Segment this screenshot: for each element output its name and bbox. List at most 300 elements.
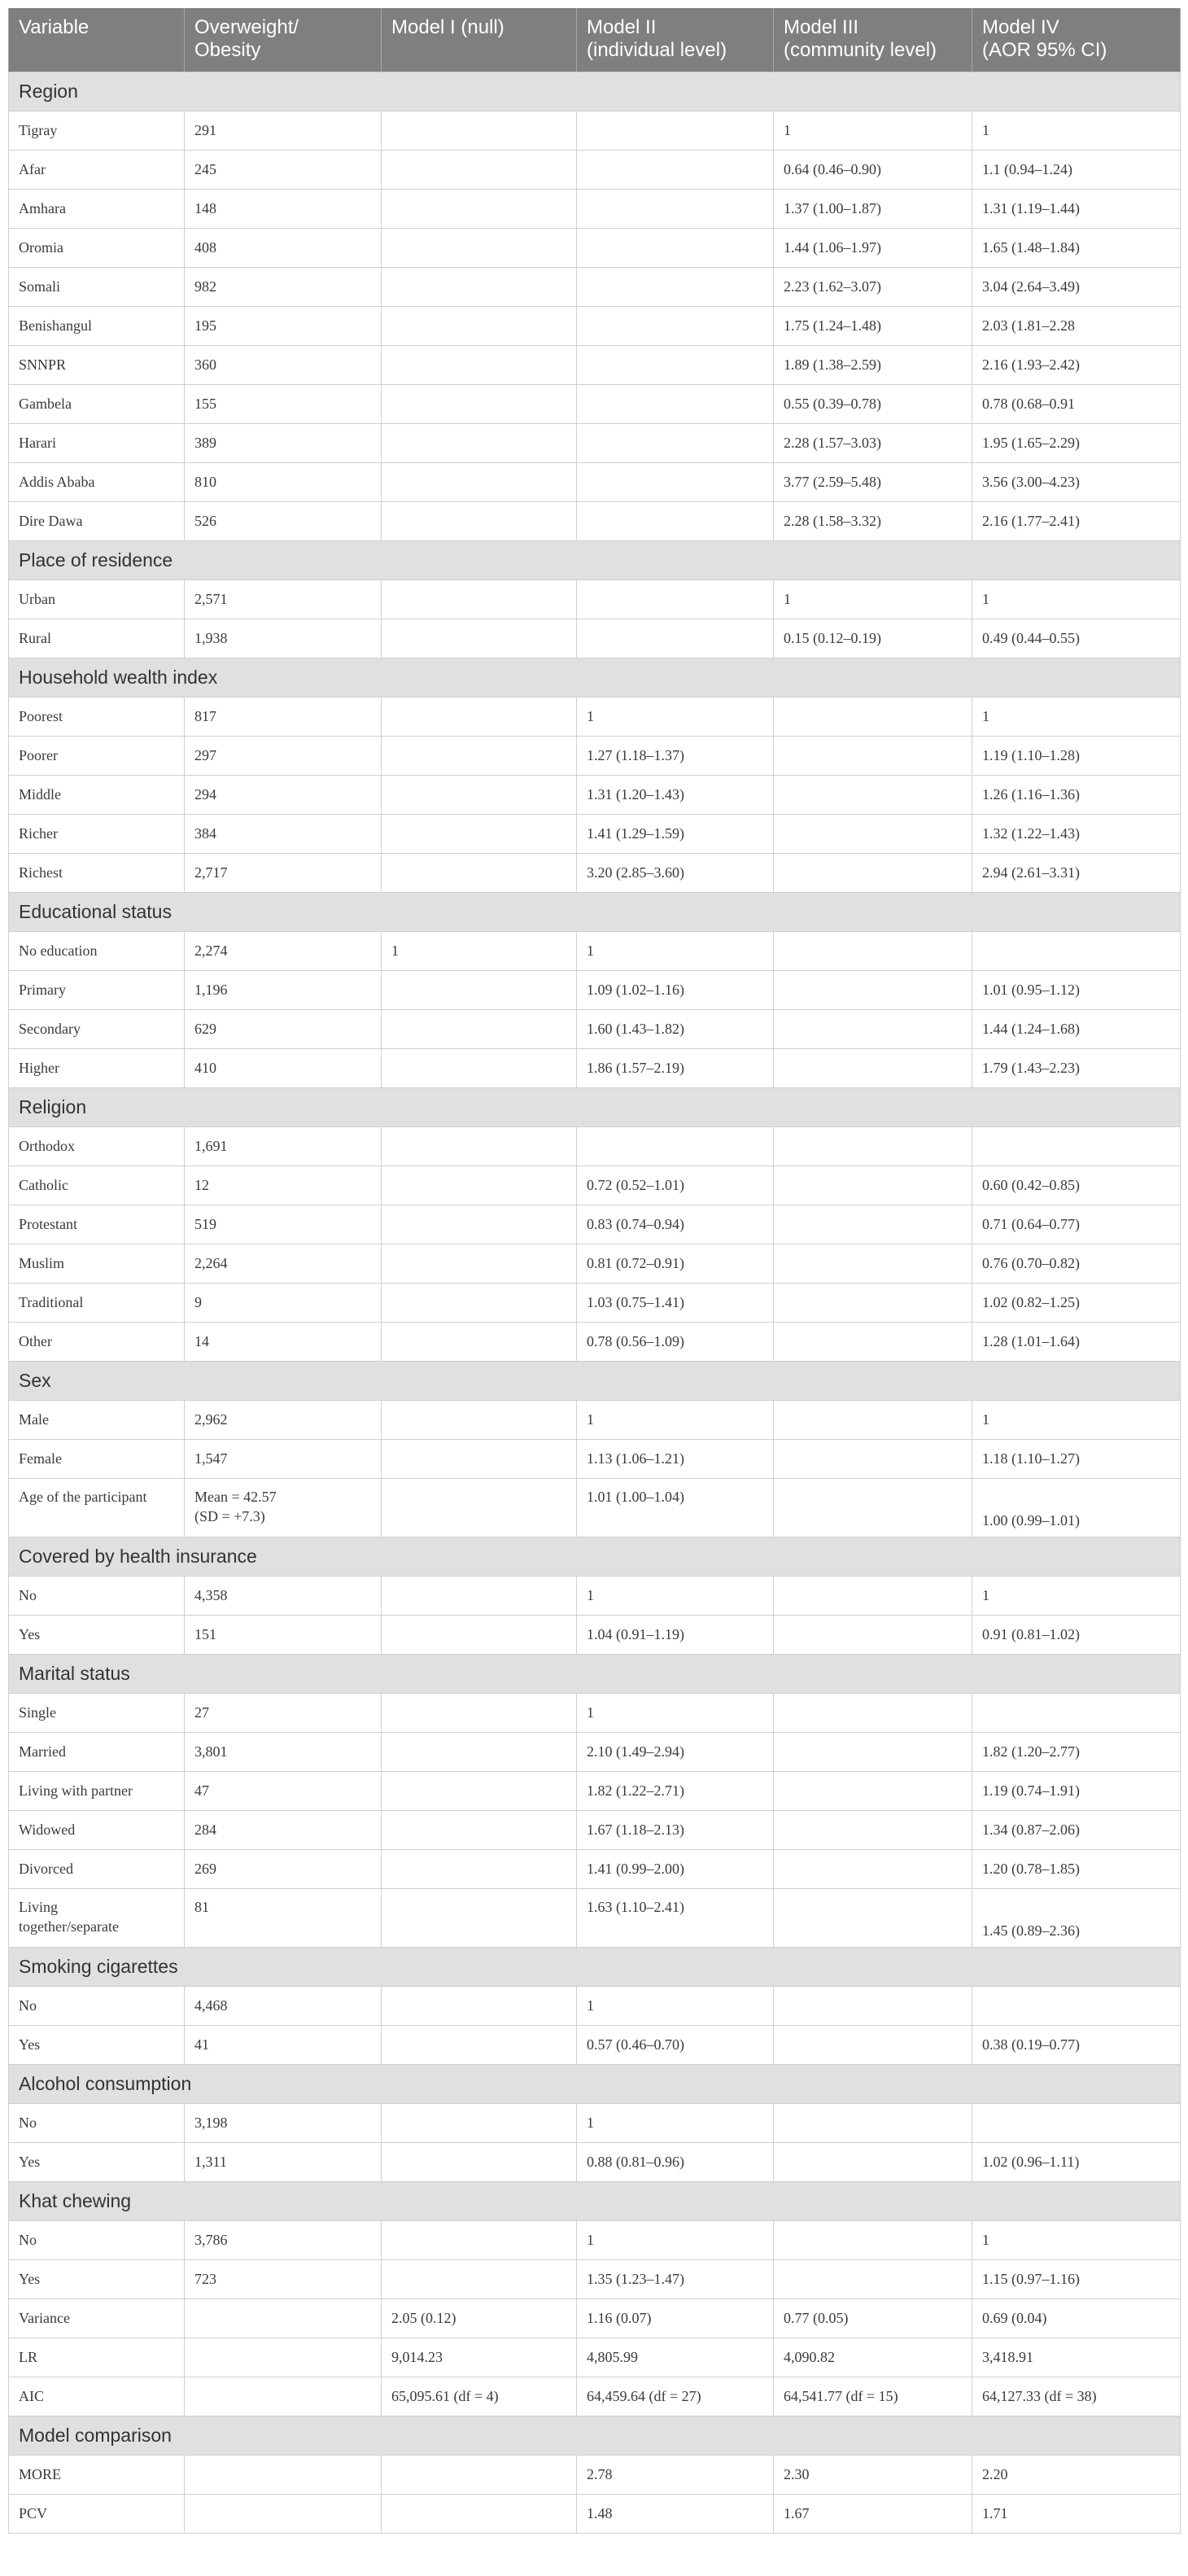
cell-model-4: 1.26 (1.16–1.36)	[972, 775, 1181, 814]
cell-variable: Protestant	[9, 1205, 185, 1244]
cell-model-1	[382, 111, 577, 150]
cell-variable: Yes	[9, 2259, 185, 2298]
table-body	[9, 72, 1181, 2533]
cell-variable: Other	[9, 1322, 185, 1361]
cell-variable: Orthodox	[9, 1126, 185, 1166]
cell-model-2	[577, 384, 774, 423]
cell-model-4	[972, 931, 1181, 970]
cell-model-3: 2.28 (1.58–3.32)	[774, 501, 972, 540]
section-title: Household wealth index	[9, 658, 1181, 697]
table-row	[9, 2259, 1181, 2298]
section-header-row	[9, 1654, 1181, 1693]
cell-model-1	[382, 462, 577, 501]
cell-model-2: 1.63 (1.10–2.41)	[577, 1888, 774, 1947]
cell-variable: Somali	[9, 267, 185, 306]
table-row	[9, 267, 1181, 306]
cell-model-3	[774, 2220, 972, 2259]
cell-model-1	[382, 2103, 577, 2142]
cell-model-2: 1	[577, 697, 774, 736]
cell-variable: Poorer	[9, 736, 185, 775]
header-row	[9, 8, 1181, 72]
cell-model-1	[382, 1771, 577, 1810]
cell-variable: Yes	[9, 2025, 185, 2064]
cell-model-4: 1.95 (1.65–2.29)	[972, 423, 1181, 462]
cell-variable: Married	[9, 1732, 185, 1771]
cell-model-2: 0.83 (0.74–0.94)	[577, 1205, 774, 1244]
cell-overweight-obesity: 2,264	[185, 1244, 382, 1283]
cell-model-2: 1	[577, 2103, 774, 2142]
cell-variable: Single	[9, 1693, 185, 1732]
table-row	[9, 775, 1181, 814]
cell-model-2: 3.20 (2.85–3.60)	[577, 853, 774, 892]
cell-overweight-obesity: 2,274	[185, 931, 382, 970]
section-header-row	[9, 2181, 1181, 2220]
table-row	[9, 1048, 1181, 1087]
cell-model-3	[774, 1478, 972, 1537]
cell-overweight-obesity	[185, 2298, 382, 2338]
cell-overweight-obesity: 3,786	[185, 2220, 382, 2259]
cell-model-3	[774, 970, 972, 1009]
cell-variable: Muslim	[9, 1244, 185, 1283]
table-row	[9, 2142, 1181, 2181]
cell-overweight-obesity: 47	[185, 1771, 382, 1810]
cell-model-2	[577, 462, 774, 501]
cell-model-3: 1.89 (1.38–2.59)	[774, 345, 972, 384]
table-row	[9, 1478, 1181, 1537]
cell-variable: Addis Ababa	[9, 462, 185, 501]
table-row	[9, 1439, 1181, 1478]
cell-model-3: 4,090.82	[774, 2338, 972, 2377]
cell-model-3: 0.77 (0.05)	[774, 2298, 972, 2338]
cell-model-2: 0.78 (0.56–1.09)	[577, 1322, 774, 1361]
cell-variable: SNNPR	[9, 345, 185, 384]
cell-model-3	[774, 1439, 972, 1478]
table-row	[9, 1283, 1181, 1322]
cell-model-3: 3.77 (2.59–5.48)	[774, 462, 972, 501]
cell-model-4: 1.01 (0.95–1.12)	[972, 970, 1181, 1009]
cell-model-4: 1.19 (1.10–1.28)	[972, 736, 1181, 775]
section-title: Alcohol consumption	[9, 2064, 1181, 2103]
cell-model-2: 1	[577, 1986, 774, 2025]
cell-overweight-obesity: 269	[185, 1849, 382, 1888]
cell-overweight-obesity: 81	[185, 1888, 382, 1947]
cell-model-2	[577, 189, 774, 228]
cell-overweight-obesity: 12	[185, 1166, 382, 1205]
cell-model-3: 1.75 (1.24–1.48)	[774, 306, 972, 345]
cell-model-1	[382, 1048, 577, 1087]
table-row	[9, 1576, 1181, 1615]
cell-model-3	[774, 2025, 972, 2064]
cell-model-4: 0.91 (0.81–1.02)	[972, 1615, 1181, 1654]
cell-overweight-obesity: 41	[185, 2025, 382, 2064]
cell-model-4: 1.19 (0.74–1.91)	[972, 1771, 1181, 1810]
cell-variable: LR	[9, 2338, 185, 2377]
cell-variable: Gambela	[9, 384, 185, 423]
table-row	[9, 111, 1181, 150]
cell-model-2: 1.35 (1.23–1.47)	[577, 2259, 774, 2298]
cell-model-1: 2.05 (0.12)	[382, 2298, 577, 2338]
cell-model-2: 1.09 (1.02–1.16)	[577, 970, 774, 1009]
cell-overweight-obesity	[185, 2377, 382, 2416]
cell-model-2: 1	[577, 1576, 774, 1615]
cell-model-1	[382, 2494, 577, 2533]
cell-model-1	[382, 1888, 577, 1947]
cell-model-2: 1.27 (1.18–1.37)	[577, 736, 774, 775]
cell-variable: PCV	[9, 2494, 185, 2533]
cell-overweight-obesity: 389	[185, 423, 382, 462]
cell-overweight-obesity: 1,547	[185, 1439, 382, 1478]
cell-model-1	[382, 1478, 577, 1537]
section-header-row	[9, 2064, 1181, 2103]
cell-variable: Traditional	[9, 1283, 185, 1322]
cell-model-3	[774, 1732, 972, 1771]
cell-model-4: 1	[972, 697, 1181, 736]
table-row	[9, 462, 1181, 501]
cell-variable: Afar	[9, 150, 185, 189]
cell-overweight-obesity: 4,468	[185, 1986, 382, 2025]
cell-variable: Secondary	[9, 1009, 185, 1048]
table-row	[9, 2377, 1181, 2416]
cell-model-4: 1.00 (0.99–1.01)	[972, 1478, 1181, 1537]
cell-model-4: 1.32 (1.22–1.43)	[972, 814, 1181, 853]
cell-model-3	[774, 1166, 972, 1205]
cell-model-1	[382, 1400, 577, 1439]
cell-model-2: 2.78	[577, 2455, 774, 2494]
cell-model-2	[577, 579, 774, 619]
section-title: Region	[9, 72, 1181, 111]
cell-model-4: 1.44 (1.24–1.68)	[972, 1009, 1181, 1048]
cell-model-1	[382, 2455, 577, 2494]
cell-model-3	[774, 1244, 972, 1283]
cell-model-3: 0.64 (0.46–0.90)	[774, 150, 972, 189]
table-row	[9, 1849, 1181, 1888]
table-row	[9, 306, 1181, 345]
cell-model-3	[774, 853, 972, 892]
section-header-row	[9, 540, 1181, 579]
cell-model-2	[577, 619, 774, 658]
cell-model-2: 1.41 (0.99–2.00)	[577, 1849, 774, 1888]
cell-overweight-obesity: 294	[185, 775, 382, 814]
table-row	[9, 2494, 1181, 2533]
cell-model-3	[774, 1126, 972, 1166]
cell-model-3: 2.30	[774, 2455, 972, 2494]
cell-variable: Male	[9, 1400, 185, 1439]
cell-model-4: 1.71	[972, 2494, 1181, 2533]
cell-model-3	[774, 1986, 972, 2025]
cell-model-4	[972, 2103, 1181, 2142]
header-model-2: Model II (individual level)	[577, 8, 774, 72]
cell-model-4: 1.20 (0.78–1.85)	[972, 1849, 1181, 1888]
section-header-row	[9, 1087, 1181, 1126]
table-row	[9, 970, 1181, 1009]
cell-model-2: 1	[577, 1400, 774, 1439]
cell-model-4: 1.45 (0.89–2.36)	[972, 1888, 1181, 1947]
cell-model-3	[774, 697, 972, 736]
cell-model-4: 64,127.33 (df = 38)	[972, 2377, 1181, 2416]
cell-model-2: 1.82 (1.22–2.71)	[577, 1771, 774, 1810]
results-table-container	[8, 8, 1180, 2534]
section-header-row	[9, 658, 1181, 697]
cell-overweight-obesity: 1,311	[185, 2142, 382, 2181]
table-row	[9, 189, 1181, 228]
cell-overweight-obesity: 148	[185, 189, 382, 228]
cell-overweight-obesity: 817	[185, 697, 382, 736]
cell-model-3	[774, 814, 972, 853]
table-row	[9, 2455, 1181, 2494]
cell-model-4: 1.1 (0.94–1.24)	[972, 150, 1181, 189]
cell-overweight-obesity: 408	[185, 228, 382, 267]
table-row	[9, 2298, 1181, 2338]
cell-model-1	[382, 970, 577, 1009]
cell-model-2: 0.72 (0.52–1.01)	[577, 1166, 774, 1205]
cell-model-1	[382, 150, 577, 189]
cell-overweight-obesity	[185, 2455, 382, 2494]
cell-overweight-obesity: 1,938	[185, 619, 382, 658]
cell-model-3	[774, 1048, 972, 1087]
cell-overweight-obesity	[185, 2494, 382, 2533]
cell-model-4: 1.65 (1.48–1.84)	[972, 228, 1181, 267]
table-row	[9, 345, 1181, 384]
cell-variable: No	[9, 2103, 185, 2142]
cell-model-1	[382, 697, 577, 736]
table-header	[9, 8, 1181, 72]
cell-model-3	[774, 1400, 972, 1439]
cell-model-2	[577, 150, 774, 189]
header-model-4: Model IV (AOR 95% CI)	[972, 8, 1181, 72]
table-row	[9, 2338, 1181, 2377]
cell-model-4: 0.69 (0.04)	[972, 2298, 1181, 2338]
cell-model-3: 64,541.77 (df = 15)	[774, 2377, 972, 2416]
table-row	[9, 2025, 1181, 2064]
cell-model-3: 2.28 (1.57–3.03)	[774, 423, 972, 462]
cell-overweight-obesity: 1,196	[185, 970, 382, 1009]
cell-model-1: 65,095.61 (df = 4)	[382, 2377, 577, 2416]
cell-model-1	[382, 2220, 577, 2259]
cell-model-1	[382, 2142, 577, 2181]
cell-model-1	[382, 1615, 577, 1654]
cell-model-2: 0.88 (0.81–0.96)	[577, 2142, 774, 2181]
table-row	[9, 2220, 1181, 2259]
cell-model-1	[382, 814, 577, 853]
section-header-row	[9, 1537, 1181, 1576]
cell-overweight-obesity: 982	[185, 267, 382, 306]
table-row	[9, 2103, 1181, 2142]
cell-model-2: 0.81 (0.72–0.91)	[577, 1244, 774, 1283]
cell-model-2	[577, 306, 774, 345]
cell-model-3: 1.67	[774, 2494, 972, 2533]
cell-model-1	[382, 2259, 577, 2298]
cell-model-2: 1.48	[577, 2494, 774, 2533]
cell-variable: Rural	[9, 619, 185, 658]
cell-model-3	[774, 736, 972, 775]
cell-model-2	[577, 111, 774, 150]
table-row	[9, 1322, 1181, 1361]
cell-variable: Richer	[9, 814, 185, 853]
cell-model-4: 1.02 (0.96–1.11)	[972, 2142, 1181, 2181]
cell-model-1	[382, 736, 577, 775]
section-title: Model comparison	[9, 2416, 1181, 2455]
cell-model-4: 1	[972, 1400, 1181, 1439]
table-row	[9, 1009, 1181, 1048]
cell-model-4: 1.02 (0.82–1.25)	[972, 1283, 1181, 1322]
cell-model-4: 1.34 (0.87–2.06)	[972, 1810, 1181, 1849]
cell-model-2	[577, 1126, 774, 1166]
cell-model-2: 0.57 (0.46–0.70)	[577, 2025, 774, 2064]
header-model-3: Model III (community level)	[774, 8, 972, 72]
cell-model-4: 3.56 (3.00–4.23)	[972, 462, 1181, 501]
section-title: Khat chewing	[9, 2181, 1181, 2220]
cell-model-4: 0.71 (0.64–0.77)	[972, 1205, 1181, 1244]
cell-model-4: 1.28 (1.01–1.64)	[972, 1322, 1181, 1361]
cell-model-4: 0.76 (0.70–0.82)	[972, 1244, 1181, 1283]
cell-model-3: 0.55 (0.39–0.78)	[774, 384, 972, 423]
cell-model-2: 1.03 (0.75–1.41)	[577, 1283, 774, 1322]
cell-model-1	[382, 345, 577, 384]
cell-variable: Harari	[9, 423, 185, 462]
header-variable: Variable	[9, 8, 185, 72]
header-model-1: Model I (null)	[382, 8, 577, 72]
table-row	[9, 579, 1181, 619]
cell-model-2	[577, 228, 774, 267]
table-row	[9, 853, 1181, 892]
cell-model-1: 9,014.23	[382, 2338, 577, 2377]
cell-model-1	[382, 228, 577, 267]
cell-variable: No	[9, 1986, 185, 2025]
header-overweight-obesity: Overweight/ Obesity	[185, 8, 382, 72]
cell-overweight-obesity: 723	[185, 2259, 382, 2298]
table-row	[9, 1888, 1181, 1947]
cell-variable: Catholic	[9, 1166, 185, 1205]
cell-overweight-obesity: 4,358	[185, 1576, 382, 1615]
cell-model-3	[774, 2142, 972, 2181]
cell-model-2: 1.01 (1.00–1.04)	[577, 1478, 774, 1537]
cell-variable: Dire Dawa	[9, 501, 185, 540]
cell-model-2: 1.67 (1.18–2.13)	[577, 1810, 774, 1849]
table-row	[9, 501, 1181, 540]
cell-overweight-obesity: 284	[185, 1810, 382, 1849]
cell-variable: Variance	[9, 2298, 185, 2338]
cell-model-3	[774, 931, 972, 970]
cell-variable: No	[9, 1576, 185, 1615]
cell-model-1	[382, 1009, 577, 1048]
cell-overweight-obesity	[185, 2338, 382, 2377]
table-row	[9, 1126, 1181, 1166]
section-header-row	[9, 2416, 1181, 2455]
cell-overweight-obesity: 155	[185, 384, 382, 423]
cell-model-1: 1	[382, 931, 577, 970]
cell-model-1	[382, 579, 577, 619]
cell-model-2: 1.04 (0.91–1.19)	[577, 1615, 774, 1654]
cell-model-1	[382, 1205, 577, 1244]
table-row	[9, 150, 1181, 189]
table-row	[9, 1732, 1181, 1771]
cell-overweight-obesity: 2,717	[185, 853, 382, 892]
table-row	[9, 1771, 1181, 1810]
section-header-row	[9, 1361, 1181, 1400]
cell-model-4: 0.78 (0.68–0.91	[972, 384, 1181, 423]
section-header-row	[9, 1947, 1181, 1986]
cell-variable: Higher	[9, 1048, 185, 1087]
cell-model-2: 64,459.64 (df = 27)	[577, 2377, 774, 2416]
cell-overweight-obesity: 526	[185, 501, 382, 540]
cell-model-1	[382, 501, 577, 540]
cell-model-1	[382, 1322, 577, 1361]
cell-model-3: 1.44 (1.06–1.97)	[774, 228, 972, 267]
table-row	[9, 384, 1181, 423]
cell-model-3	[774, 1888, 972, 1947]
cell-model-3	[774, 1205, 972, 1244]
cell-overweight-obesity: 27	[185, 1693, 382, 1732]
cell-model-4: 2.03 (1.81–2.28	[972, 306, 1181, 345]
cell-model-1	[382, 1576, 577, 1615]
section-title: Covered by health insurance	[9, 1537, 1181, 1576]
cell-model-4: 3,418.91	[972, 2338, 1181, 2377]
cell-overweight-obesity: 151	[185, 1615, 382, 1654]
cell-variable: Benishangul	[9, 306, 185, 345]
cell-model-3	[774, 1322, 972, 1361]
cell-model-1	[382, 619, 577, 658]
table-row	[9, 619, 1181, 658]
cell-variable: Middle	[9, 775, 185, 814]
cell-model-3: 1	[774, 579, 972, 619]
cell-variable: No	[9, 2220, 185, 2259]
cell-model-1	[382, 1810, 577, 1849]
cell-model-2: 1.16 (0.07)	[577, 2298, 774, 2338]
cell-overweight-obesity: 14	[185, 1322, 382, 1361]
cell-model-1	[382, 1849, 577, 1888]
cell-variable: Urban	[9, 579, 185, 619]
cell-model-2	[577, 345, 774, 384]
cell-overweight-obesity: 360	[185, 345, 382, 384]
section-title: Educational status	[9, 892, 1181, 931]
cell-model-4: 1	[972, 111, 1181, 150]
cell-overweight-obesity: 245	[185, 150, 382, 189]
cell-model-3	[774, 775, 972, 814]
cell-variable: Divorced	[9, 1849, 185, 1888]
section-title: Place of residence	[9, 540, 1181, 579]
section-title: Marital status	[9, 1654, 1181, 1693]
cell-model-4: 2.16 (1.77–2.41)	[972, 501, 1181, 540]
cell-model-4: 1.15 (0.97–1.16)	[972, 2259, 1181, 2298]
cell-overweight-obesity: 3,198	[185, 2103, 382, 2142]
cell-model-4: 2.20	[972, 2455, 1181, 2494]
cell-model-3	[774, 1771, 972, 1810]
cell-model-4	[972, 1986, 1181, 2025]
cell-model-2: 1	[577, 1693, 774, 1732]
cell-variable: No education	[9, 931, 185, 970]
cell-model-1	[382, 2025, 577, 2064]
table-row	[9, 1166, 1181, 1205]
cell-model-4: 1	[972, 579, 1181, 619]
table-row	[9, 1693, 1181, 1732]
cell-model-1	[382, 423, 577, 462]
cell-model-3: 2.23 (1.62–3.07)	[774, 267, 972, 306]
cell-variable: Primary	[9, 970, 185, 1009]
cell-model-2: 2.10 (1.49–2.94)	[577, 1732, 774, 1771]
cell-overweight-obesity: 1,691	[185, 1126, 382, 1166]
cell-model-3	[774, 1693, 972, 1732]
cell-model-4: 0.38 (0.19–0.77)	[972, 2025, 1181, 2064]
cell-overweight-obesity: 629	[185, 1009, 382, 1048]
cell-overweight-obesity: Mean = 42.57 (SD = +7.3)	[185, 1478, 382, 1537]
cell-model-1	[382, 853, 577, 892]
section-title: Sex	[9, 1361, 1181, 1400]
cell-model-4: 1.82 (1.20–2.77)	[972, 1732, 1181, 1771]
cell-model-2	[577, 423, 774, 462]
cell-variable: Living with partner	[9, 1771, 185, 1810]
cell-model-3	[774, 1810, 972, 1849]
cell-model-2: 1.13 (1.06–1.21)	[577, 1439, 774, 1478]
